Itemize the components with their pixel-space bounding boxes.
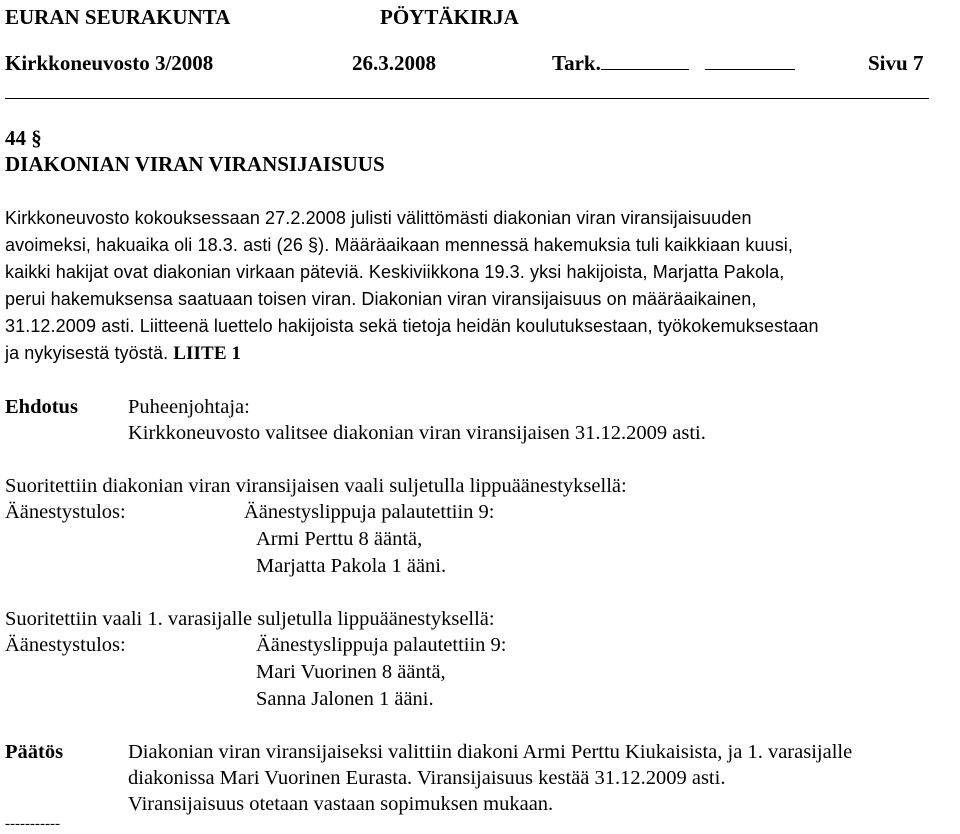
vote1-candidate-2: Marjatta Pakola 1 ääni. [256,555,447,577]
signature-blank-2 [705,68,795,70]
proposal-label: Ehdotus [5,396,78,418]
page-label: Sivu 7 [868,51,924,75]
checked-label: Tark. [552,51,795,75]
organization-name: EURAN SEURAKUNTA [5,5,231,29]
vote2-candidate-2: Sanna Jalonen 1 ääni. [256,688,434,710]
signature-blank-1 [601,68,689,70]
proposal-speaker: Puheenjohtaja: [128,396,250,418]
vote1-result-label: Äänestystulos: [5,501,126,523]
meeting-date: 26.3.2008 [352,51,436,75]
intro-line-2: avoimeksi, hakuaika oli 18.3. asti (26 §). Määräaikaan mennessä hakemuksia tuli kaikkiaan kuusi, [5,235,793,255]
document-type: PÖYTÄKIRJA [380,5,519,29]
vote2-intro: Suoritettiin vaali 1. varasijalle suljetulla lippuäänestyksellä: [5,608,495,630]
footer-separator: ----------- [5,816,60,832]
vote1-ballots-returned: Äänestyslippuja palautettiin 9: [244,501,495,523]
section-number: 44 § [5,126,42,150]
decision-line-3: Viransijaisuus otetaan vastaan sopimuksen mukaan. [128,793,554,815]
decision-line-1: Diakonian viran viransijaiseksi valittiin diakoni Armi Perttu Kiukaisista, ja 1. varasijalle [128,741,853,763]
intro-last-text: ja nykyisestä työstä. [5,343,169,363]
vote2-candidate-1: Mari Vuorinen 8 ääntä, [256,661,446,683]
vote2-ballots-returned: Äänestyslippuja palautettiin 9: [256,634,507,656]
meeting-label: Kirkkoneuvosto 3/2008 [5,51,214,75]
vote2-result-label: Äänestystulos: [5,634,126,656]
attachment-ref: LIITE 1 [173,343,242,364]
proposal-text: Kirkkoneuvosto valitsee diakonian viran viransijaisen 31.12.2009 asti. [128,422,706,444]
vote1-intro: Suoritettiin diakonian viran viransijaisen vaali suljetulla lippuäänestyksellä: [5,475,627,497]
intro-line-5: 31.12.2009 asti. Liitteenä luettelo hakijoista sekä tietoja heidän koulutuksestaan, työkokemuksestaan [5,316,819,336]
header-divider [5,98,929,99]
decision-label: Päätös [5,741,64,763]
vote1-candidate-1: Armi Perttu 8 ääntä, [256,528,423,550]
section-title: DIAKONIAN VIRAN VIRANSIJAISUUS [5,152,385,176]
intro-line-3: kaikki hakijat ovat diakonian virkaan päteviä. Keskiviikkona 19.3. yksi hakijoista, Marjatta Pakola, [5,262,785,282]
intro-line-4: perui hakemuksensa saatuaan toisen viran. Diakonian viran viransijaisuus on määräaikainen, [5,289,757,309]
decision-line-2: diakonissa Mari Vuorinen Eurasta. Viransijaisuus kestää 31.12.2009 asti. [128,767,726,789]
intro-line-6 [5,341,241,366]
intro-line-1: Kirkkoneuvosto kokouksessaan 27.2.2008 julisti välittömästi diakonian viran viransijaisuuden [5,208,752,228]
